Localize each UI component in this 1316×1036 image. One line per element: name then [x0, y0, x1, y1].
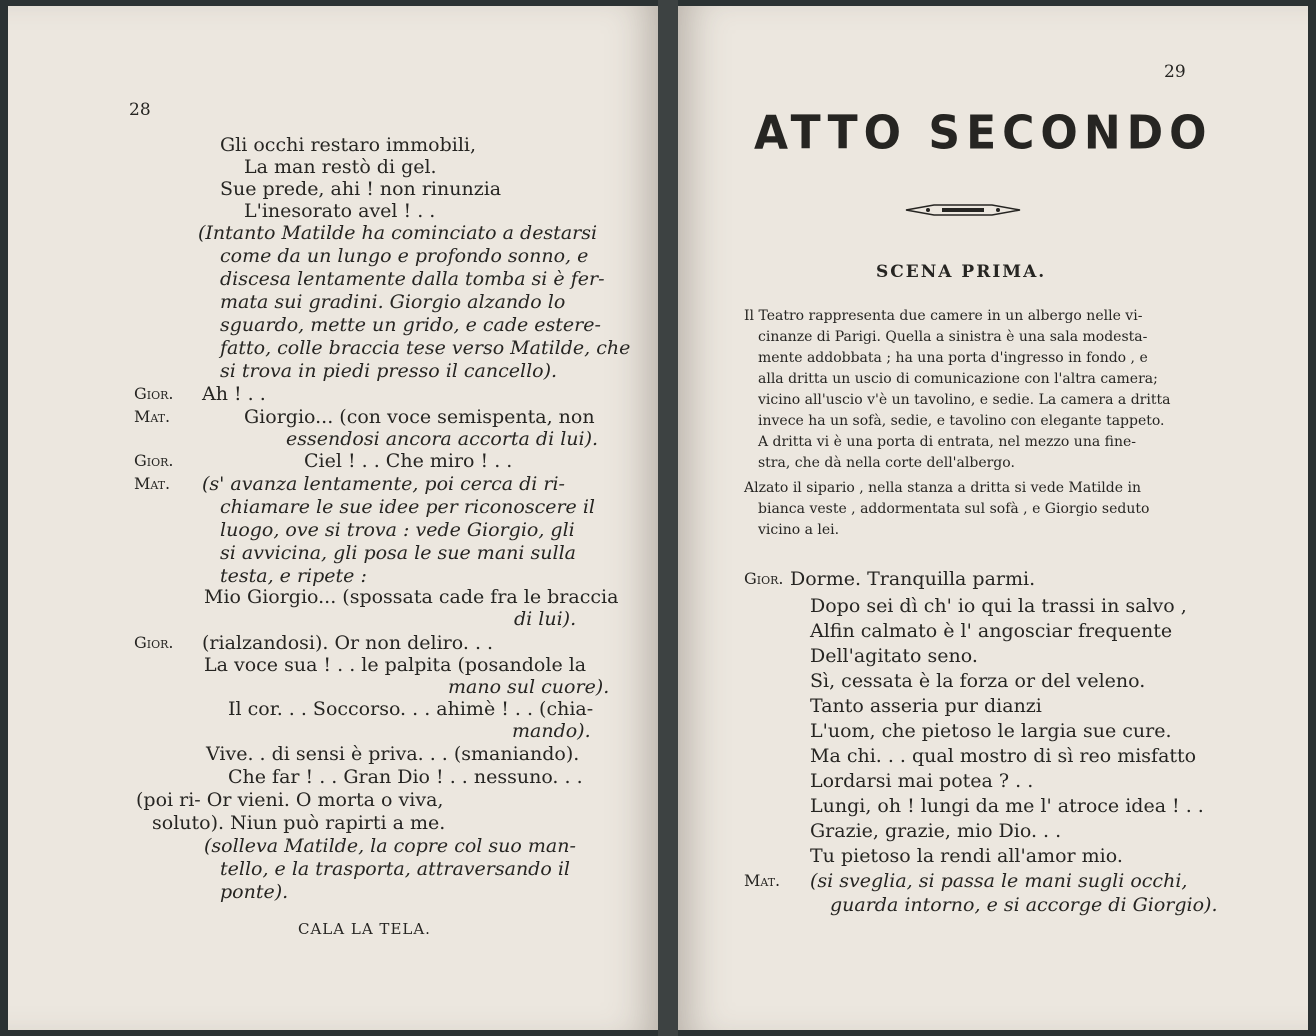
- stage-direction-line: Il Teatro rappresenta due camere in un albergo nelle vi-: [744, 308, 1143, 324]
- stage-direction-line: luogo, ove si trova : vede Giorgio, gli: [220, 519, 575, 541]
- verse-line: Sì, cessata è la forza or del veleno.: [810, 670, 1146, 692]
- act-title: ATTO SECONDO: [754, 106, 1213, 161]
- stage-direction-line: si trova in piedi presso il cancello).: [220, 360, 558, 382]
- verse-line: Gli occhi restaro immobili,: [220, 134, 477, 156]
- verse-line: Sue prede, ahi ! non rinunzia: [220, 178, 502, 200]
- stage-direction-line: sguardo, mette un grido, e cade estere-: [220, 314, 601, 336]
- stage-direction-line: fatto, colle braccia tese verso Matilde, che: [220, 337, 631, 359]
- stage-direction-line: alla dritta un uscio di comunicazione con l'altra camera;: [758, 371, 1158, 387]
- stage-direction-line: mando).: [512, 720, 591, 742]
- stage-direction-line: Alzato il sipario , nella stanza a dritta si vede Matilde in: [744, 480, 1141, 496]
- stage-direction-line: chiamare le sue idee per riconoscere il: [220, 496, 595, 518]
- speaker-label: Gior.: [134, 633, 174, 652]
- speaker-label: Mat.: [134, 474, 171, 493]
- verse-line: L'inesorato avel ! . .: [244, 200, 436, 222]
- stage-direction-line: invece ha un sofà, sedie, e tavolino con elegante tappeto.: [758, 413, 1165, 429]
- stage-direction-line: guarda intorno, e si accorge di Giorgio).: [830, 894, 1218, 916]
- verse-line: Lordarsi mai potea ? . .: [810, 770, 1034, 792]
- scene-heading: SCENA PRIMA.: [876, 262, 1047, 282]
- verse-line: Ma chi. . . qual mostro di sì reo misfatto: [810, 745, 1197, 767]
- curtain-line: CALA LA TELA.: [298, 920, 431, 938]
- stage-direction-line: di lui).: [514, 608, 577, 630]
- stage-direction-line: vicino a lei.: [758, 522, 840, 538]
- verse-line: Dell'agitato seno.: [810, 645, 978, 667]
- verse-line: Dopo sei dì ch' io qui la trassi in salvo ,: [810, 595, 1187, 617]
- verse-line: Tanto asseria pur dianzi: [810, 695, 1042, 717]
- verse-line: soluto). Niun può rapirti a me.: [152, 812, 446, 834]
- page-number: 29: [1164, 62, 1186, 82]
- verse-line: Alfin calmato è l' angosciar frequente: [810, 620, 1173, 642]
- stage-direction-line: (solleva Matilde, la copre col suo man-: [204, 835, 576, 857]
- verse-line: Grazie, grazie, mio Dio. . .: [810, 820, 1062, 842]
- right-page: [678, 6, 1308, 1030]
- verse-line: Tu pietoso la rendi all'amor mio.: [810, 845, 1123, 867]
- stage-direction-line: bianca veste , addormentata sul sofà , e Giorgio seduto: [758, 501, 1150, 517]
- verse-line: La voce sua ! . . le palpita (posandole la: [204, 654, 587, 676]
- stage-direction-line: ponte).: [220, 881, 289, 903]
- verse-line: Mio Giorgio... (spossata cade fra le braccia: [204, 586, 619, 608]
- verse-line: (poi ri- Or vieni. O morta o viva,: [136, 789, 444, 811]
- verse-line: Ah ! . .: [202, 383, 266, 405]
- verse-line: Che far ! . . Gran Dio ! . . nessuno. . .: [228, 766, 583, 788]
- speaker-label: Gior.: [134, 384, 174, 403]
- stage-direction-line: mata sui gradini. Giorgio alzando lo: [220, 291, 566, 313]
- book-gutter: [658, 0, 678, 1036]
- stage-direction-line: come da un lungo e profondo sonno, e: [220, 245, 589, 267]
- stage-direction-line: vicino all'uscio v'è un tavolino, e sedie. La camera a dritta: [758, 392, 1171, 408]
- verse-line: (rialzandosi). Or non deliro. . .: [202, 632, 494, 654]
- stage-direction-line: discesa lentamente dalla tomba si è fer-: [220, 268, 605, 290]
- verse-line: Giorgio... (con voce semispenta, non: [244, 406, 595, 428]
- stage-direction-line: mano sul cuore).: [448, 676, 610, 698]
- verse-line: La man restò di gel.: [244, 156, 437, 178]
- speaker-label: Mat.: [134, 407, 171, 426]
- verse-line: Dorme. Tranquilla parmi.: [790, 568, 1036, 590]
- speaker-label: Gior.: [134, 451, 174, 470]
- ornament-divider: [904, 202, 1022, 218]
- verse-line: Il cor. . . Soccorso. . . ahimè ! . . (chia-: [228, 698, 594, 720]
- stage-direction-line: (Intanto Matilde ha cominciato a destarsi: [198, 222, 598, 244]
- stage-direction-line: (si sveglia, si passa le mani sugli occhi,: [810, 870, 1188, 892]
- stage-direction-line: testa, e ripete :: [220, 565, 367, 587]
- verse-line: Lungi, oh ! lungi da me l' atroce idea ! . .: [810, 795, 1204, 817]
- stage-direction-line: mente addobbata ; ha una porta d'ingresso in fondo , e: [758, 350, 1148, 366]
- verse-line: Vive. . di sensi è priva. . . (smaniando).: [206, 743, 580, 765]
- speaker-label: Gior.: [744, 569, 784, 588]
- verse-line: L'uom, che pietoso le largia sue cure.: [810, 720, 1172, 742]
- stage-direction-line: A dritta vi è una porta di entrata, nel mezzo una fine-: [758, 434, 1136, 450]
- left-page: [8, 6, 658, 1030]
- stage-direction-line: tello, e la trasporta, attraversando il: [220, 858, 570, 880]
- stage-direction-line: essendosi ancora accorta di lui).: [286, 428, 599, 450]
- page-number: 28: [129, 100, 151, 120]
- stage-direction-line: si avvicina, gli posa le sue mani sulla: [220, 542, 576, 564]
- stage-direction-line: cinanze di Parigi. Quella a sinistra è una sala modesta-: [758, 329, 1148, 345]
- stage-direction-line: stra, che dà nella corte dell'albergo.: [758, 455, 1015, 471]
- speaker-label: Mat.: [744, 871, 781, 890]
- stage-direction-line: (s' avanza lentamente, poi cerca di ri-: [202, 473, 565, 495]
- verse-line: Ciel ! . . Che miro ! . .: [304, 450, 513, 472]
